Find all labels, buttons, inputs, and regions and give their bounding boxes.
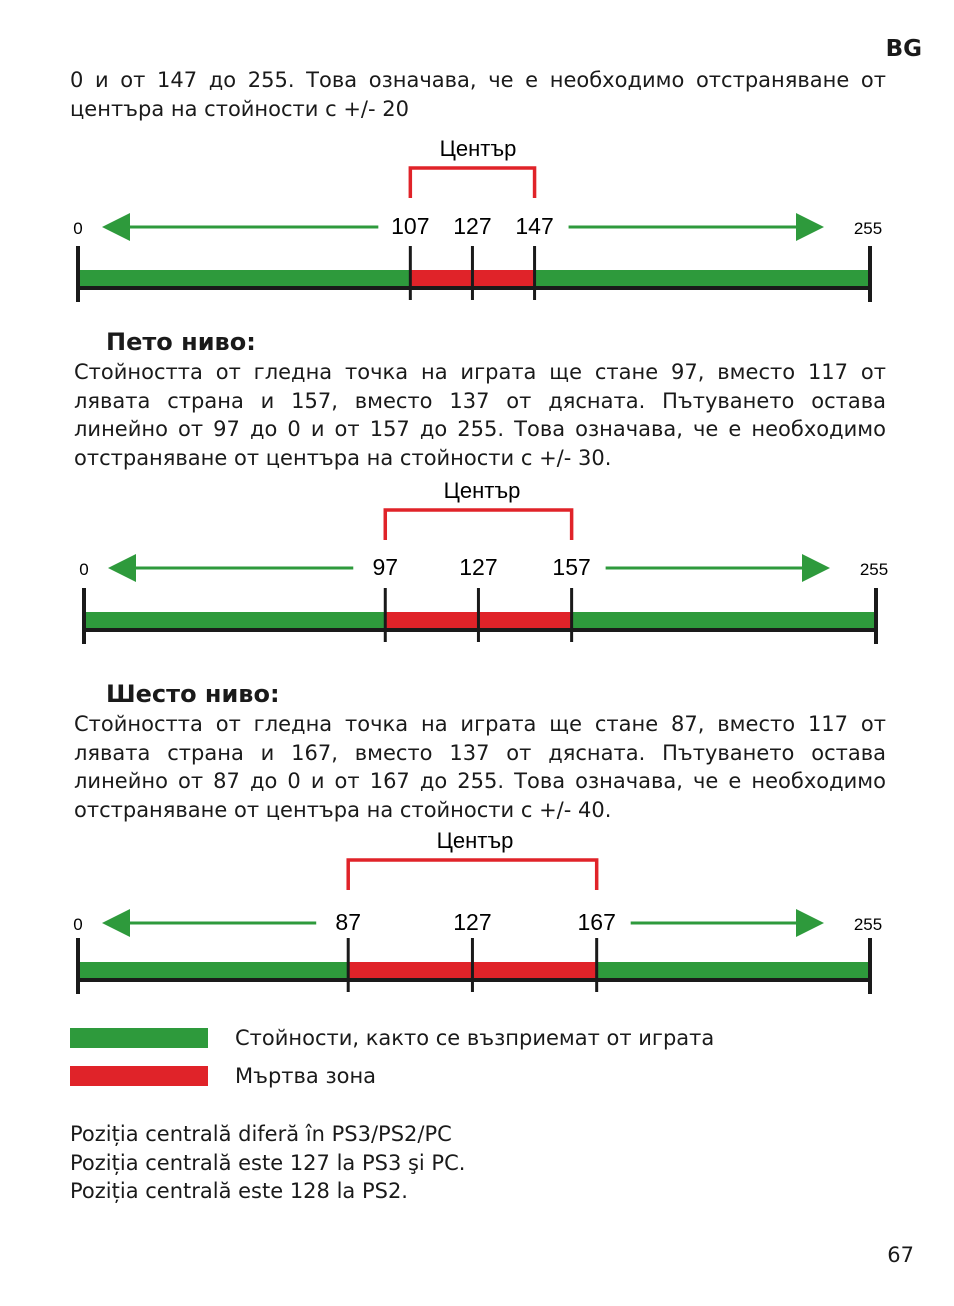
- low-threshold-label: 107: [391, 213, 430, 239]
- right-arrowhead: [796, 213, 824, 241]
- scale-min-label: 0: [73, 915, 83, 934]
- scale-max-label: 255: [853, 915, 883, 934]
- left-arrowhead: [102, 909, 130, 937]
- mid-value-label: 127: [453, 909, 492, 935]
- level-5-paragraph: Стойността от гледна точка на играта ще стане 97, вместо 117 от лявата страна и 157, вместо 137 от дясната. Пътуването остава линейно от 97 до 0 и от 157 до 255. Това означава, че е необходимо отстраняване от центъра на стойности с +/- 30.: [74, 360, 886, 470]
- right-arrowhead: [796, 909, 824, 937]
- deadzone-diagram-3: [60, 822, 890, 1002]
- legend-label-deadzone: Мъртва зона: [235, 1064, 377, 1088]
- left-arrowhead: [102, 213, 130, 241]
- level-5-heading: Пето ниво:: [106, 328, 256, 356]
- note-line-3: Poziția centrală este 128 la PS2.: [70, 1179, 408, 1203]
- intro-paragraph: 0 и от 147 до 255. Това означава, че е необходимо отстраняване от центъра на стойности с +/- 20: [70, 68, 886, 121]
- center-bracket: [348, 860, 596, 890]
- note-line-1: Poziția centrală diferă în PS3/PS2/PC: [70, 1122, 452, 1146]
- green-segment-right: [572, 612, 876, 630]
- low-threshold-label: 97: [372, 554, 399, 580]
- high-threshold-label: 167: [577, 909, 616, 935]
- scale-min-label: 0: [73, 219, 83, 238]
- legend-swatch-red: [70, 1066, 208, 1086]
- page-number: 67: [887, 1243, 914, 1267]
- center-label: Център: [436, 828, 514, 853]
- legend-swatch-green: [70, 1028, 208, 1048]
- level-6-paragraph: Стойността от гледна точка на играта ще стане 87, вместо 117 от лявата страна и 167, вместо 137 от дясната. Пътуването остава линейно от 87 до 0 и от 167 до 255. Това означава, че е необходимо отстраняване от центъра на стойности с +/- 40.: [74, 712, 886, 822]
- high-threshold-label: 157: [552, 554, 591, 580]
- left-arrowhead: [108, 554, 136, 582]
- language-code: BG: [885, 36, 922, 62]
- scale-max-label: 255: [853, 219, 883, 238]
- green-segment-left: [78, 270, 410, 288]
- right-arrowhead: [802, 554, 830, 582]
- scale-min-label: 0: [79, 560, 89, 579]
- green-segment-left: [78, 962, 348, 980]
- green-segment-right: [597, 962, 870, 980]
- mid-value-label: 127: [453, 213, 492, 239]
- level-6-heading: Шесто ниво:: [106, 680, 280, 708]
- low-threshold-label: 87: [335, 909, 362, 935]
- note-line-2: Poziția centrală este 127 la PS3 şi PC.: [70, 1150, 466, 1175]
- mid-value-label: 127: [459, 554, 498, 580]
- scale-max-label: 255: [859, 560, 889, 579]
- legend-item-game-values: [70, 1026, 714, 1050]
- deadzone-diagram-2: [66, 472, 896, 652]
- green-segment-left: [84, 612, 385, 630]
- legend-item-deadzone: [70, 1064, 376, 1088]
- green-segment-right: [535, 270, 870, 288]
- center-label: Център: [443, 478, 521, 503]
- deadzone-diagram-1: [60, 130, 890, 310]
- center-bracket: [410, 168, 534, 198]
- high-threshold-label: 147: [515, 213, 554, 239]
- center-label: Център: [439, 136, 517, 161]
- legend-label-game-values: Стойности, както се възприемат от играта: [235, 1026, 715, 1050]
- platform-notes: [70, 1120, 465, 1206]
- center-bracket: [385, 510, 571, 540]
